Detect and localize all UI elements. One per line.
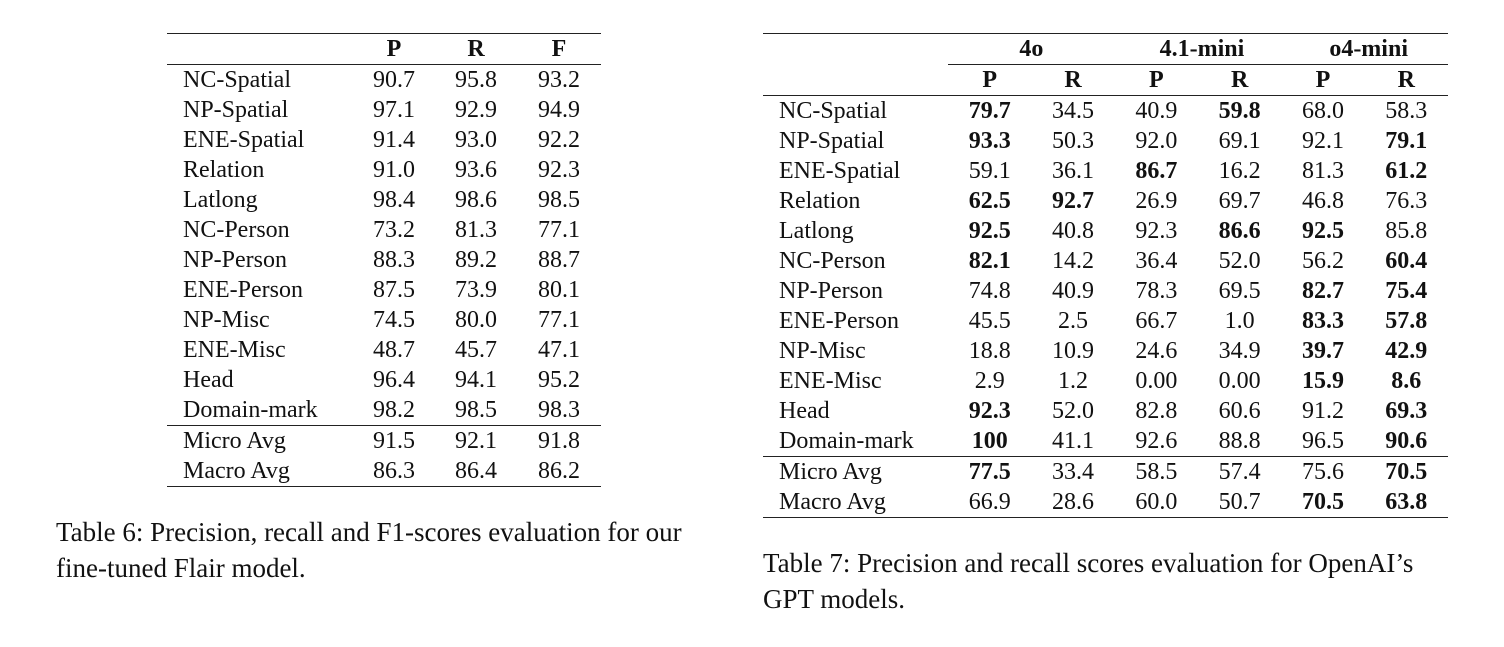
table-cell: 93.6 bbox=[455, 157, 497, 183]
table-cell: 93.3 bbox=[968, 128, 1011, 154]
table-cell: 40.9 bbox=[1135, 98, 1178, 124]
table-7-group-4o: 4o bbox=[948, 34, 1115, 65]
table-cell: 81.3 bbox=[1301, 158, 1344, 184]
row-label: Relation bbox=[779, 188, 861, 214]
table-7-group-blank bbox=[763, 34, 948, 65]
table-7-group-4-1-mini: 4.1-mini bbox=[1115, 34, 1282, 65]
table-cell: 41.1 bbox=[1052, 428, 1095, 454]
table-6-averages bbox=[167, 426, 601, 487]
table-cell: 8.6 bbox=[1391, 368, 1422, 394]
table-cell: 52.0 bbox=[1218, 248, 1261, 274]
table-cell: 74.8 bbox=[968, 278, 1011, 304]
table-cell: 33.4 bbox=[1052, 459, 1095, 485]
table-cell: 96.5 bbox=[1301, 428, 1344, 454]
row-label: NC-Spatial bbox=[183, 67, 291, 93]
table-cell: 76.3 bbox=[1385, 188, 1428, 214]
table-cell: 73.2 bbox=[373, 217, 415, 243]
row-label: ENE-Person bbox=[779, 308, 899, 334]
row-label: ENE-Spatial bbox=[183, 127, 305, 153]
table-cell: 50.3 bbox=[1052, 128, 1095, 154]
table-cell: 34.9 bbox=[1218, 338, 1261, 364]
table-cell: 92.9 bbox=[455, 97, 497, 123]
row-label: NP-Person bbox=[183, 247, 288, 273]
table-row bbox=[167, 65, 601, 96]
table-row bbox=[763, 126, 1448, 156]
table-cell: 80.0 bbox=[455, 307, 497, 333]
row-label: Latlong bbox=[183, 187, 258, 213]
table-cell: 98.3 bbox=[538, 397, 580, 423]
table-row bbox=[167, 185, 601, 215]
table-cell: 60.0 bbox=[1135, 489, 1178, 515]
table-cell: 94.1 bbox=[455, 367, 497, 393]
table-cell: 62.5 bbox=[968, 188, 1011, 214]
table-cell: 92.2 bbox=[538, 127, 580, 153]
table-7-group-o4-mini: o4-mini bbox=[1281, 34, 1448, 65]
table-6-header-p: P bbox=[386, 36, 402, 62]
table-cell: 91.8 bbox=[538, 428, 580, 454]
table-cell: 45.5 bbox=[968, 308, 1011, 334]
table-cell: 93.0 bbox=[455, 127, 497, 153]
table-cell: 95.8 bbox=[455, 67, 497, 93]
table-7-body bbox=[763, 96, 1448, 457]
table-cell: 92.5 bbox=[968, 218, 1011, 244]
table-cell: 92.6 bbox=[1135, 428, 1178, 454]
table-7-subheader-4o-r: R bbox=[1064, 67, 1082, 93]
table-cell: 86.3 bbox=[373, 458, 415, 484]
table-cell: 66.7 bbox=[1135, 308, 1178, 334]
table-cell: 92.1 bbox=[455, 428, 497, 454]
table-7-subheader-41mini-p: P bbox=[1148, 67, 1164, 93]
table-cell: 52.0 bbox=[1052, 398, 1095, 424]
table-cell: 92.7 bbox=[1052, 188, 1095, 214]
table-cell: 89.2 bbox=[455, 247, 497, 273]
table-cell: 98.6 bbox=[455, 187, 497, 213]
table-row bbox=[763, 276, 1448, 306]
row-label: NP-Misc bbox=[779, 338, 866, 364]
table-cell: 59.8 bbox=[1218, 98, 1261, 124]
table-cell: 91.0 bbox=[373, 157, 415, 183]
table-cell: 88.3 bbox=[373, 247, 415, 273]
table-cell: 10.9 bbox=[1052, 338, 1095, 364]
table-7-subheader-row bbox=[763, 65, 1448, 96]
table-cell: 18.8 bbox=[968, 338, 1011, 364]
table-cell: 70.5 bbox=[1301, 489, 1344, 515]
table-row bbox=[763, 396, 1448, 426]
table-cell: 40.9 bbox=[1052, 278, 1095, 304]
table-cell: 1.0 bbox=[1224, 308, 1255, 334]
table-cell: 60.4 bbox=[1385, 248, 1428, 274]
row-label: NP-Spatial bbox=[183, 97, 289, 123]
table-cell: 80.1 bbox=[538, 277, 580, 303]
row-label: Micro Avg bbox=[183, 428, 286, 454]
table-cell: 34.5 bbox=[1052, 98, 1095, 124]
table-7-averages bbox=[763, 457, 1448, 518]
table-row bbox=[763, 306, 1448, 336]
table-cell: 56.2 bbox=[1301, 248, 1344, 274]
table-cell: 91.2 bbox=[1301, 398, 1344, 424]
table-cell: 75.4 bbox=[1385, 278, 1428, 304]
table-row bbox=[167, 155, 601, 185]
table-cell: 95.2 bbox=[538, 367, 580, 393]
table-cell: 74.5 bbox=[373, 307, 415, 333]
table-cell: 90.6 bbox=[1385, 428, 1428, 454]
row-label: Macro Avg bbox=[779, 489, 886, 515]
table-cell: 63.8 bbox=[1385, 489, 1428, 515]
table-7-subheader-o4mini-r: R bbox=[1397, 67, 1415, 93]
row-label: NP-Person bbox=[779, 278, 884, 304]
table-row bbox=[167, 365, 601, 395]
table-cell: 68.0 bbox=[1301, 98, 1344, 124]
table-cell: 79.7 bbox=[968, 98, 1011, 124]
table-row bbox=[167, 395, 601, 426]
table-7-caption: Table 7: Precision and recall scores evaluation for OpenAI’s GPT models. bbox=[763, 548, 1414, 614]
table-cell: 79.1 bbox=[1385, 128, 1428, 154]
table-7 bbox=[763, 33, 1448, 518]
table-cell: 24.6 bbox=[1135, 338, 1178, 364]
table-cell: 94.9 bbox=[538, 97, 580, 123]
table-cell: 82.1 bbox=[968, 248, 1011, 274]
table-cell: 91.4 bbox=[373, 127, 415, 153]
table-row bbox=[167, 305, 601, 335]
table-row bbox=[763, 246, 1448, 276]
table-row bbox=[167, 125, 601, 155]
table-row bbox=[763, 186, 1448, 216]
table-6-header-f: F bbox=[551, 36, 567, 62]
row-label: Micro Avg bbox=[779, 459, 882, 485]
row-label: NC-Person bbox=[183, 217, 290, 243]
table-cell: 42.9 bbox=[1385, 338, 1428, 364]
table-row bbox=[763, 366, 1448, 396]
table-cell: 92.0 bbox=[1135, 128, 1178, 154]
table-cell: 86.2 bbox=[538, 458, 580, 484]
table-cell: 47.1 bbox=[538, 337, 580, 363]
table-cell: 28.6 bbox=[1052, 489, 1095, 515]
table-cell: 16.2 bbox=[1218, 158, 1261, 184]
table-row bbox=[167, 215, 601, 245]
table-cell: 0.00 bbox=[1218, 368, 1261, 394]
table-cell: 78.3 bbox=[1135, 278, 1178, 304]
table-row bbox=[167, 245, 601, 275]
table-row bbox=[167, 275, 601, 305]
table-row bbox=[167, 426, 601, 457]
table-row bbox=[763, 457, 1448, 488]
table-cell: 92.3 bbox=[968, 398, 1011, 424]
table-cell: 70.5 bbox=[1385, 459, 1428, 485]
table-cell: 86.4 bbox=[455, 458, 497, 484]
table-cell: 36.4 bbox=[1135, 248, 1178, 274]
table-cell: 61.2 bbox=[1385, 158, 1428, 184]
row-label: ENE-Spatial bbox=[779, 158, 901, 184]
table-6-caption: Table 6: Precision, recall and F1-scores evaluation for our fine-tuned Flair model. bbox=[56, 517, 682, 583]
row-label: Head bbox=[183, 367, 234, 393]
table-cell: 69.1 bbox=[1218, 128, 1261, 154]
table-cell: 14.2 bbox=[1052, 248, 1095, 274]
table-cell: 82.8 bbox=[1135, 398, 1178, 424]
table-cell: 69.7 bbox=[1218, 188, 1261, 214]
table-row bbox=[167, 95, 601, 125]
table-7-subheader-41mini-r: R bbox=[1230, 67, 1249, 93]
row-label: Domain-mark bbox=[183, 397, 318, 423]
table-cell: 69.5 bbox=[1218, 278, 1261, 304]
table-6-header-row bbox=[167, 34, 601, 65]
table-cell: 77.5 bbox=[968, 459, 1011, 485]
table-cell: 48.7 bbox=[373, 337, 415, 363]
table-cell: 92.1 bbox=[1301, 128, 1344, 154]
table-cell: 39.7 bbox=[1301, 338, 1344, 364]
table-cell: 60.6 bbox=[1218, 398, 1261, 424]
table-cell: 50.7 bbox=[1218, 489, 1261, 515]
table-cell: 81.3 bbox=[455, 217, 497, 243]
table-cell: 73.9 bbox=[455, 277, 497, 303]
table-cell: 97.1 bbox=[373, 97, 415, 123]
table-cell: 58.3 bbox=[1385, 98, 1428, 124]
table-cell: 69.3 bbox=[1385, 398, 1428, 424]
table-row bbox=[763, 487, 1448, 518]
table-cell: 57.4 bbox=[1218, 459, 1261, 485]
table-cell: 0.00 bbox=[1135, 368, 1178, 394]
table-cell: 58.5 bbox=[1135, 459, 1178, 485]
table-6-body bbox=[167, 65, 601, 426]
table-cell: 92.3 bbox=[538, 157, 580, 183]
row-label: Head bbox=[779, 398, 830, 424]
table-cell: 1.2 bbox=[1058, 368, 1089, 394]
table-cell: 87.5 bbox=[373, 277, 415, 303]
table-cell: 92.5 bbox=[1301, 218, 1344, 244]
table-cell: 46.8 bbox=[1301, 188, 1344, 214]
table-6-header-label bbox=[167, 34, 353, 65]
table-cell: 98.4 bbox=[373, 187, 415, 213]
table-6-header-r: R bbox=[467, 36, 485, 62]
table-cell: 77.1 bbox=[538, 217, 580, 243]
table-cell: 86.7 bbox=[1135, 158, 1178, 184]
table-7-subheader-blank bbox=[763, 65, 948, 96]
table-cell: 93.2 bbox=[538, 67, 580, 93]
table-cell: 59.1 bbox=[968, 158, 1011, 184]
table-row bbox=[763, 426, 1448, 457]
table-7-group-row bbox=[763, 34, 1448, 65]
table-cell: 2.5 bbox=[1058, 308, 1089, 334]
row-label: NC-Spatial bbox=[779, 98, 887, 124]
table-7-subheader-4o-p: P bbox=[982, 67, 998, 93]
row-label: NC-Person bbox=[779, 248, 886, 274]
row-label: NP-Misc bbox=[183, 307, 270, 333]
table-cell: 86.6 bbox=[1218, 218, 1261, 244]
table-cell: 36.1 bbox=[1052, 158, 1095, 184]
table-cell: 98.5 bbox=[538, 187, 580, 213]
row-label: ENE-Misc bbox=[183, 337, 286, 363]
table-cell: 85.8 bbox=[1385, 218, 1428, 244]
table-cell: 77.1 bbox=[538, 307, 580, 333]
table-row bbox=[167, 335, 601, 365]
table-cell: 92.3 bbox=[1135, 218, 1178, 244]
table-cell: 26.9 bbox=[1135, 188, 1178, 214]
table-cell: 75.6 bbox=[1301, 459, 1344, 485]
table-row bbox=[763, 96, 1448, 127]
table-cell: 88.8 bbox=[1218, 428, 1261, 454]
table-row bbox=[763, 156, 1448, 186]
table-row bbox=[763, 336, 1448, 366]
row-label: ENE-Misc bbox=[779, 368, 882, 394]
table-cell: 83.3 bbox=[1301, 308, 1344, 334]
row-label: NP-Spatial bbox=[779, 128, 885, 154]
table-cell: 82.7 bbox=[1301, 278, 1344, 304]
table-cell: 98.5 bbox=[455, 397, 497, 423]
table-row bbox=[763, 216, 1448, 246]
table-cell: 91.5 bbox=[373, 428, 415, 454]
row-label: ENE-Person bbox=[183, 277, 303, 303]
table-cell: 98.2 bbox=[373, 397, 415, 423]
table-cell: 15.9 bbox=[1301, 368, 1344, 394]
table-cell: 66.9 bbox=[968, 489, 1011, 515]
table-cell: 90.7 bbox=[373, 67, 415, 93]
table-6 bbox=[167, 33, 601, 487]
table-cell: 45.7 bbox=[455, 337, 497, 363]
table-cell: 57.8 bbox=[1385, 308, 1428, 334]
row-label: Latlong bbox=[779, 218, 854, 244]
table-cell: 96.4 bbox=[373, 367, 415, 393]
table-cell: 100 bbox=[971, 428, 1008, 454]
table-cell: 88.7 bbox=[538, 247, 580, 273]
row-label: Domain-mark bbox=[779, 428, 914, 454]
table-row bbox=[167, 456, 601, 487]
row-label: Relation bbox=[183, 157, 265, 183]
table-cell: 2.9 bbox=[974, 368, 1005, 394]
table-7-subheader-o4mini-p: P bbox=[1315, 67, 1331, 93]
row-label: Macro Avg bbox=[183, 458, 290, 484]
table-cell: 40.8 bbox=[1052, 218, 1095, 244]
